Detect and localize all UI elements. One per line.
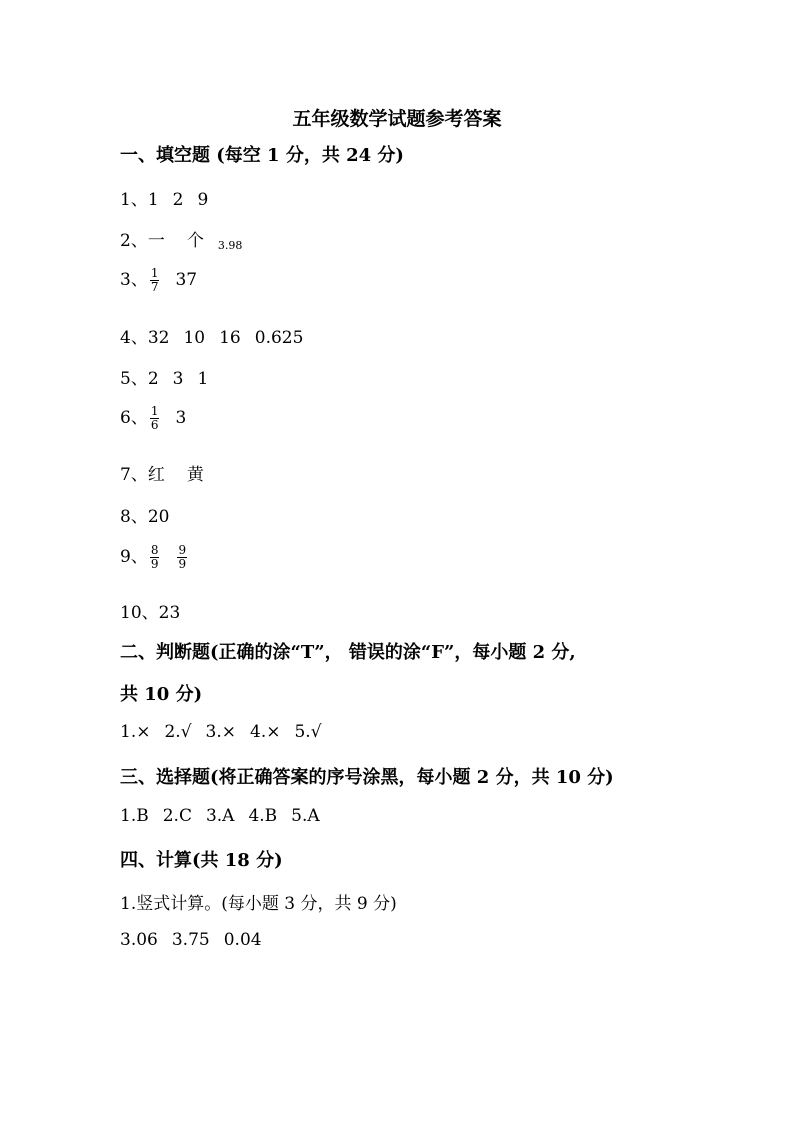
fraction: $\frac{9}{9}$ — [178, 543, 187, 571]
answer: 红 — [147, 465, 165, 485]
answer: 3.06 — [120, 930, 158, 950]
answer-line-5 — [120, 364, 208, 389]
answer: 0.625 — [254, 328, 304, 348]
fraction: $\frac{1}{6}$ — [150, 404, 159, 432]
answer-line-choice — [120, 806, 320, 826]
answer: 5.A — [291, 806, 320, 826]
answer: 1 — [197, 369, 209, 389]
section-1-heading: 一、填空题 (每空 1 分，共 24 分) — [120, 145, 404, 166]
answer-line-4 — [120, 323, 303, 348]
question-number: 9、 — [120, 547, 148, 567]
question-number: 10、 — [120, 603, 159, 623]
answer: 23 — [158, 603, 181, 623]
section-2-heading-cont: 共 10 分) — [120, 684, 203, 705]
fraction: $\frac{1}{7}$ — [150, 266, 159, 294]
answer: 2.√ — [164, 722, 192, 742]
answer: 1.B — [120, 806, 149, 826]
answer-line-3 — [120, 265, 197, 294]
answer-line-2 — [120, 226, 242, 252]
answer-line-6 — [120, 403, 186, 432]
section-2-heading: 二、判断题(正确的涂“T”， 错误的涂“F”，每小题 2 分, — [120, 642, 576, 663]
answer: 4.× — [250, 722, 281, 742]
section-3-heading: 三、选择题(将正确答案的序号涂黑，每小题 2 分，共 10 分) — [120, 767, 614, 788]
answer-line-8 — [120, 502, 169, 527]
fraction: $\frac{8}{9}$ — [150, 543, 159, 571]
answer: 0.04 — [223, 930, 262, 950]
page-title: 五年级数学试题参考答案 — [292, 108, 502, 130]
question-number: 6、 — [120, 408, 148, 428]
question-number: 2、 — [120, 231, 148, 251]
answer-line-9 — [120, 542, 189, 571]
answer: 16 — [219, 328, 241, 348]
answer: 20 — [147, 507, 170, 527]
answer: 一 — [147, 231, 165, 251]
answer-line-judgment — [120, 722, 322, 742]
answer: 3.75 — [171, 930, 210, 950]
answer: 3.× — [205, 722, 236, 742]
question-number: 3、 — [120, 270, 148, 290]
answer-line-1 — [120, 185, 208, 210]
answer: 个 — [186, 231, 204, 251]
sub-heading-vertical-calc: 1.竖式计算。(每小题 3 分，共 9 分) — [120, 894, 397, 914]
question-number: 5、 — [120, 369, 148, 389]
answer-small-number: 3.98 — [217, 239, 243, 252]
answer: 5.√ — [294, 722, 322, 742]
question-number: 1、 — [120, 190, 148, 210]
answer: 37 — [175, 270, 198, 290]
answer-line-7 — [120, 460, 204, 485]
section-4-heading: 四、计算(共 18 分) — [120, 850, 283, 871]
answer-line-10 — [120, 598, 180, 623]
answer: 1 — [147, 190, 159, 210]
answer: 4.B — [248, 806, 278, 826]
answer: 3 — [172, 369, 184, 389]
answer: 32 — [147, 328, 170, 348]
answer: 3 — [175, 408, 187, 428]
question-number: 8、 — [120, 507, 148, 527]
answer: 2 — [147, 369, 159, 389]
question-number: 4、 — [120, 328, 148, 348]
answer: 2 — [172, 190, 184, 210]
question-number: 7、 — [120, 465, 148, 485]
answer: 3.A — [205, 806, 235, 826]
answer: 1.× — [120, 722, 151, 742]
answer: 2.C — [162, 806, 192, 826]
answer: 黄 — [186, 465, 204, 485]
answer-line-calc — [120, 930, 262, 950]
answer: 10 — [183, 328, 206, 348]
answer: 9 — [197, 190, 209, 210]
